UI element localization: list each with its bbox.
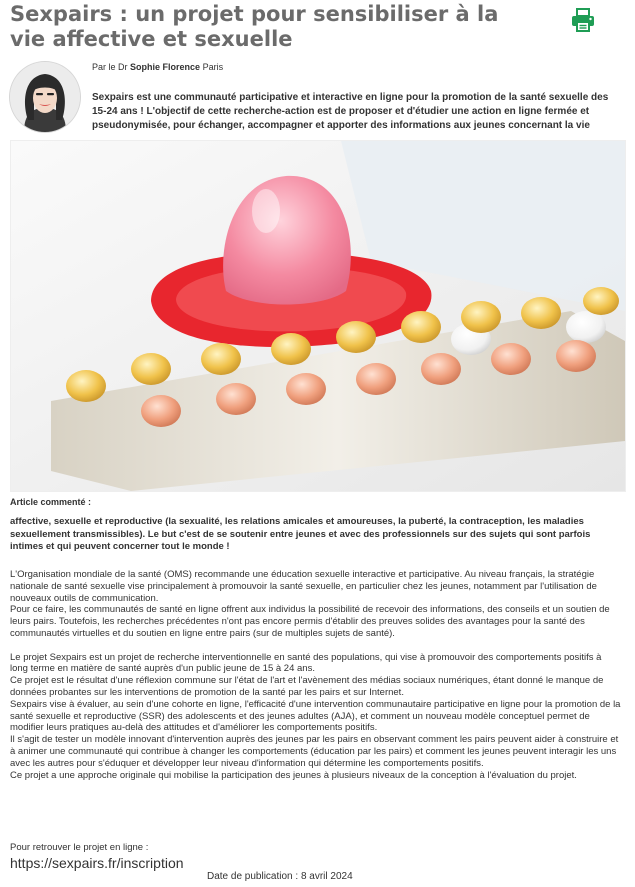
- author-location: Paris: [202, 62, 224, 72]
- article-commented-label: Article commenté :: [10, 497, 92, 507]
- body-paragraph: Le projet Sexpairs est un projet de recherche interventionnelle en santé des populations, qui vise à promouvoir des comportements positifs à long terme en matière de santé auprès d'un public jeune de 15 à 24 ans.: [10, 651, 602, 675]
- body-paragraph: Ce projet a une approche originale qui mobilise la participation des jeunes à plusieurs niveaux de la conception à l'évaluation du projet.: [10, 769, 577, 781]
- author-avatar: [10, 62, 80, 132]
- body-paragraph: L'Organisation mondiale de la santé (OMS) recommande une éducation sexuelle interactive et participative. Au niveau français, la stratégie nationale de santé sexuelle vise principalement à promouvoir la santé sexuelle, en particulier chez les jeunes, notamment par l'utilisation de nouveaux outils de communication.: [10, 569, 597, 604]
- publication-date: Date de publication : 8 avril 2024: [207, 871, 353, 882]
- project-link-label: Pour retrouver le projet en ligne :: [10, 842, 149, 853]
- paragraph-spacer: [10, 640, 622, 652]
- body-paragraph: Il s'agit de tester un modèle innovant d'intervention auprès des jeunes par les pairs en observant comment les pairs peuvent aider à construire et à animer une communauté qui contribue à changer les comportements (éducation par les pairs) et comment les jeunes peuvent interagir les uns avec les autres pour s'éduquer et développer leur niveau d'information qui détermine les comportements positifs.: [10, 734, 619, 769]
- article-title: Sexpairs : un projet pour sensibiliser à la vie affective et sexuelle: [10, 2, 499, 51]
- article-body: [10, 569, 622, 781]
- byline-prefix: Par le Dr: [92, 62, 128, 72]
- hero-image: [10, 140, 626, 492]
- print-button[interactable]: [570, 7, 596, 33]
- body-paragraph: Ce projet est le résultat d'une réflexion commune sur l'état de l'art et l'avènement des médias sociaux numériques, étant donné le manque de données probantes sur les interventions de promotion de la santé par les pairs et sur Internet.: [10, 675, 604, 698]
- body-paragraph: Pour ce faire, les communautés de santé en ligne offrent aux individus la possibilité de recevoir des informations, des conseils et un soutien de leurs pairs. Toutefois, les recherches précédentes n'ont pas encore permis d'établir des preuves solides des avantages pour la santé des communautés virtuelles et du soutien en ligne entre pairs (sur de multiples sujets de santé).: [10, 604, 610, 639]
- article-excerpt: affective, sexuelle et reproductive (la sexualité, les relations amicales et amoureuses, la puberté, la contraception, les maladies sexuellement transmissibles). Le but c'est de se soutenir entre jeunes et avec des professionnels sur des sujets qui sont parfois intimes et qui peuvent concerner tout le monde !: [10, 516, 591, 552]
- body-paragraph: Sexpairs vise à évaluer, au sein d'une cohorte en ligne, l'efficacité d'une intervention communautaire participative en ligne pour la promotion de la santé sexuelle et reproductive (SSR) des adolescents et des jeunes adultes (AJA), et comment un nouveau modèle conceptuel permet de modifier leurs pratiques au-delà des attitudes et d'améliorer les comportements positifs.: [10, 698, 621, 734]
- article-lead: Sexpairs est une communauté participative et interactive en ligne pour la promotion de la santé sexuelle des 15-24 ans ! L'objectif de cette recherche-action est de proposer et d'étudier une action en ligne fermée et pseudonymisée, pour échanger, accompagner et apporter des informations aux jeunes concernant la vie: [92, 92, 609, 131]
- byline: [92, 62, 223, 72]
- author-name: Sophie Florence: [130, 62, 201, 72]
- project-link[interactable]: https://sexpairs.fr/inscription: [10, 855, 184, 871]
- printer-icon: [570, 7, 596, 33]
